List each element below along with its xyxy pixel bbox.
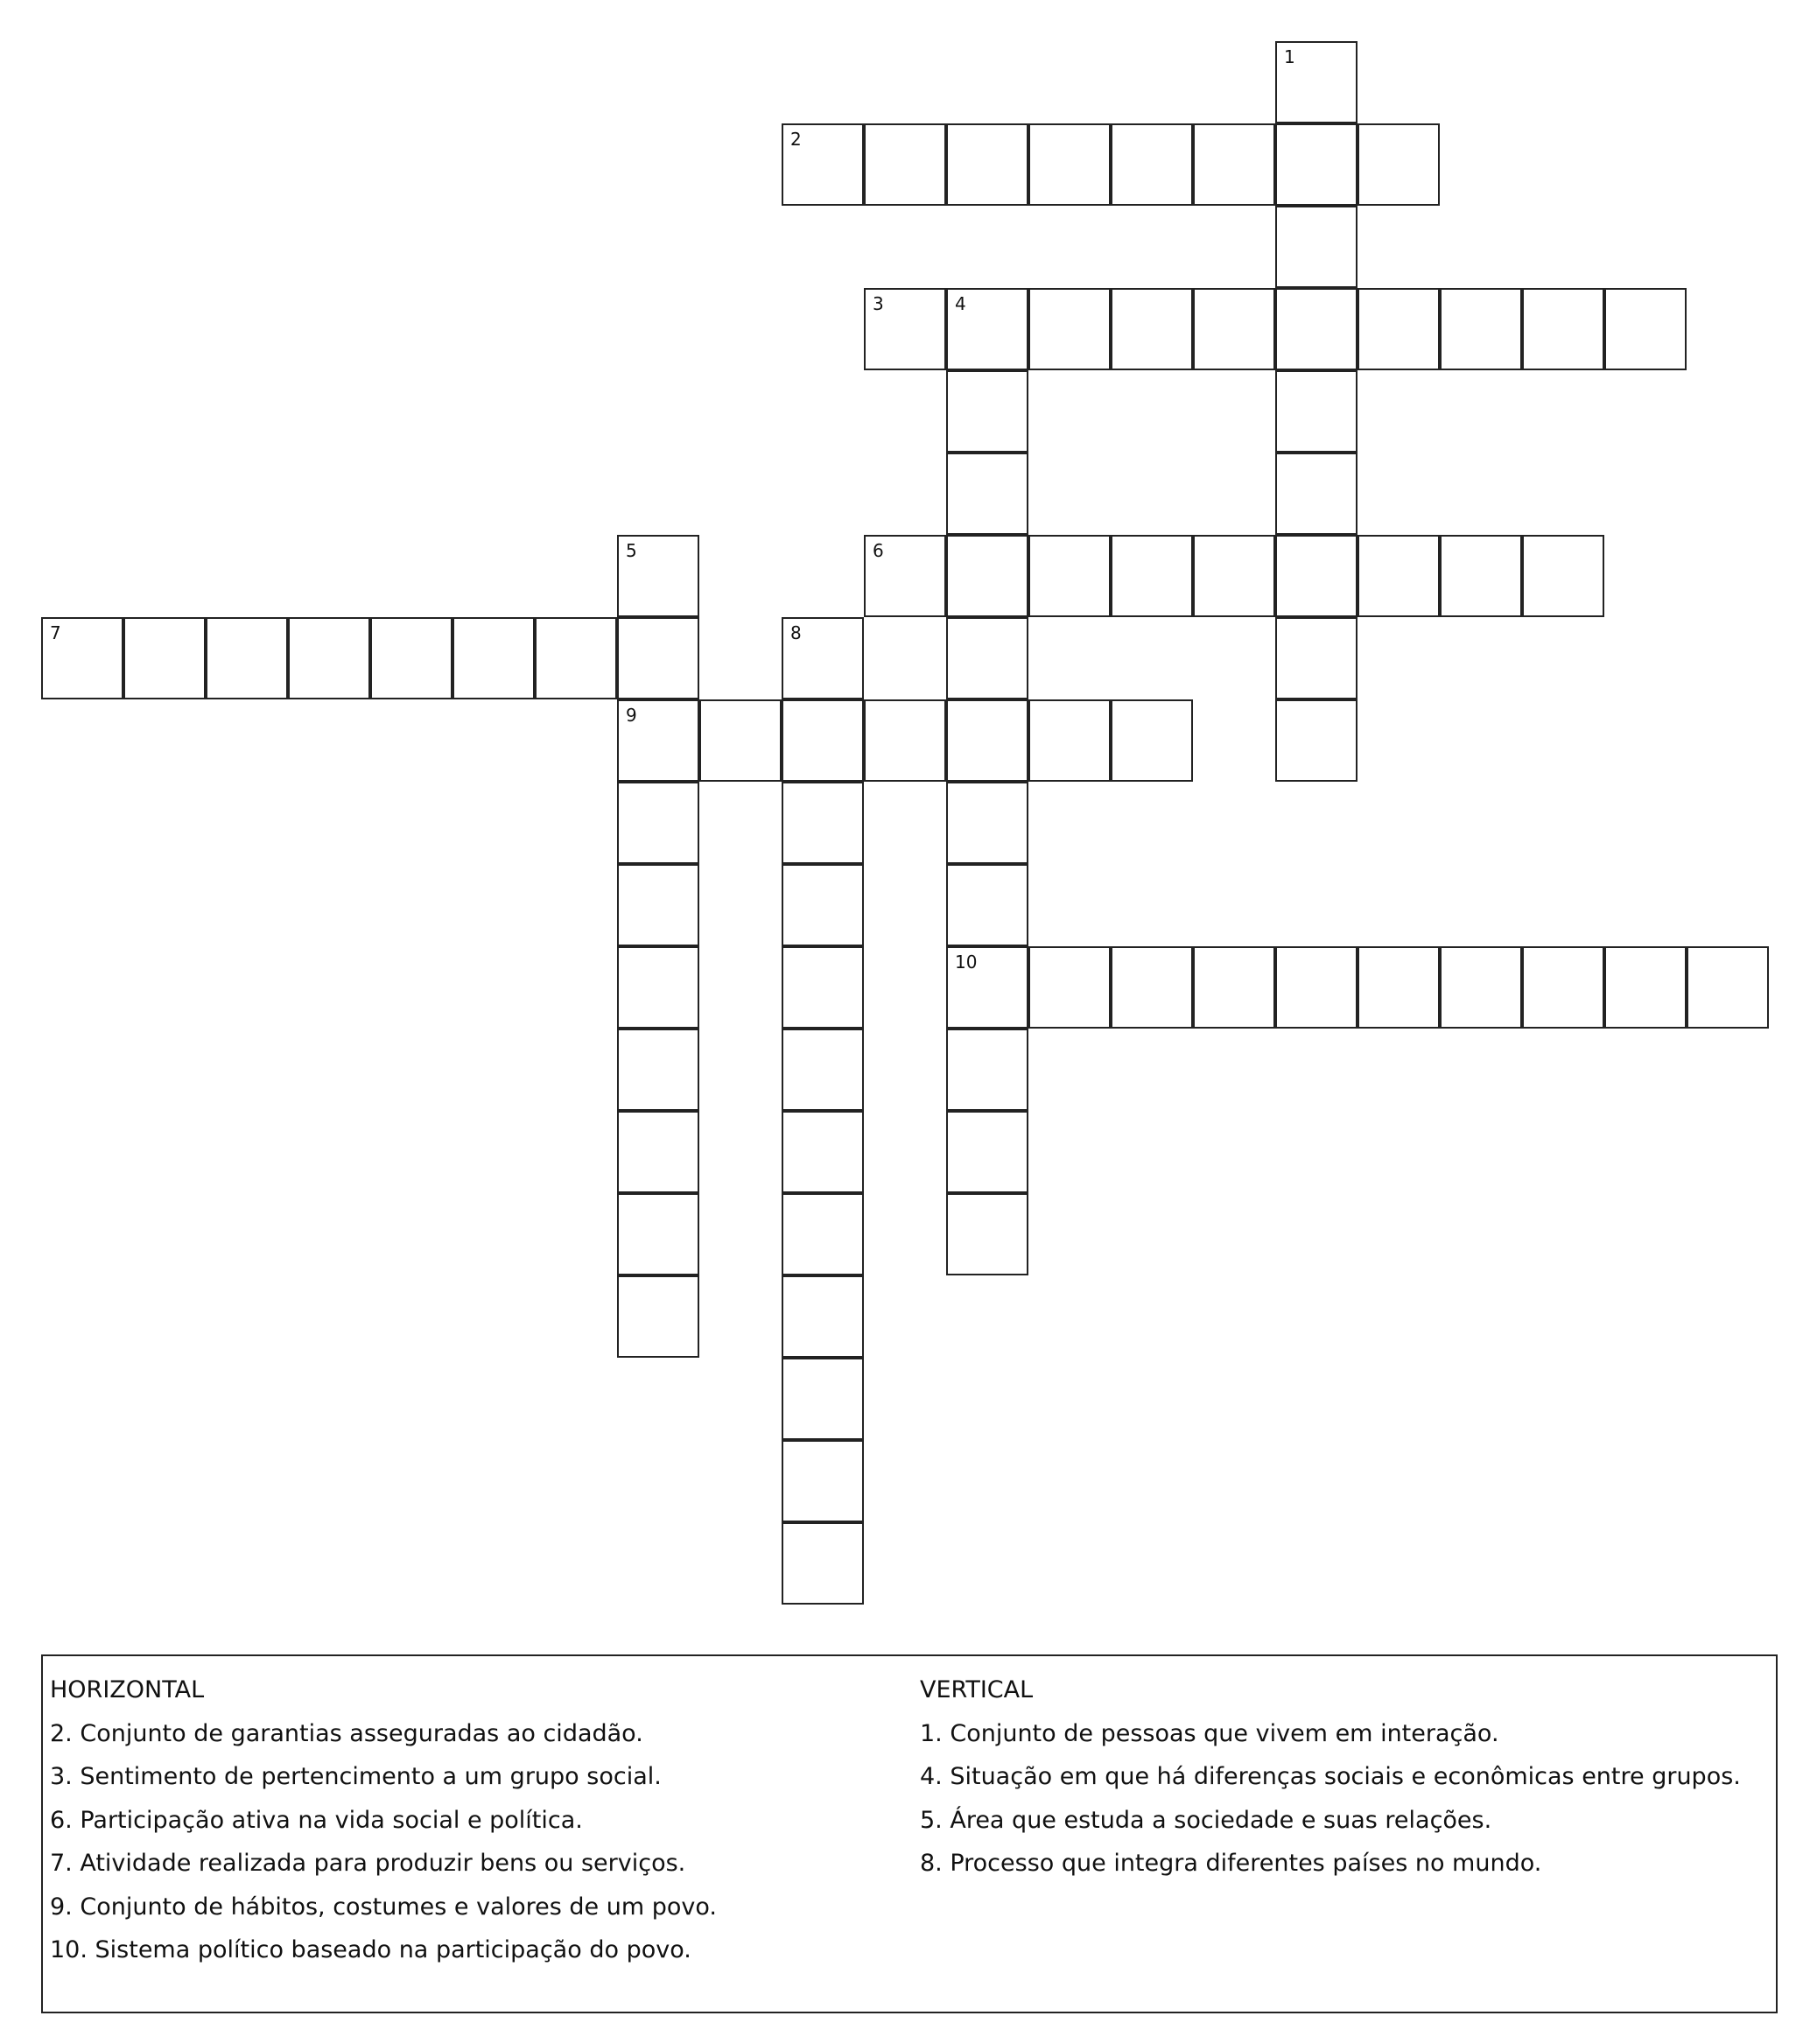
crossword-cell[interactable] [1275,535,1358,617]
crossword-cell[interactable] [864,535,946,617]
crossword-cell[interactable] [1440,946,1522,1029]
crossword-cell[interactable] [1440,288,1522,370]
crossword-cell[interactable] [782,864,864,946]
crossword-cell[interactable] [946,453,1028,535]
crossword-cell[interactable] [1604,946,1687,1029]
crossword-cell[interactable] [1028,946,1111,1029]
cell-number: 3 [873,293,884,314]
crossword-cell[interactable] [1358,535,1440,617]
clue-vertical-4: 4. Situação em que há diferenças sociais e econômicas entre grupos. [920,1763,1741,1790]
crossword-cell[interactable] [1522,946,1604,1029]
crossword-cell[interactable] [1275,41,1358,123]
crossword-cell[interactable] [1358,123,1440,206]
crossword-cell[interactable] [1111,535,1193,617]
crossword-cell[interactable] [946,1029,1028,1111]
crossword-cell[interactable] [1522,288,1604,370]
clue-vertical-5: 5. Área que estuda a sociedade e suas relações. [920,1806,1492,1834]
crossword-cell[interactable] [1028,535,1111,617]
crossword-cell[interactable] [617,1193,699,1275]
crossword-cell[interactable] [1522,535,1604,617]
crossword-cell[interactable] [1275,617,1358,699]
crossword-cell[interactable] [1275,288,1358,370]
crossword-cell[interactable] [1440,535,1522,617]
crossword-cell[interactable] [946,1193,1028,1275]
clue-vertical-8: 8. Processo que integra diferentes países no mundo. [920,1850,1542,1877]
crossword-cell[interactable] [452,617,535,699]
crossword-cell[interactable] [864,699,946,782]
crossword-cell[interactable] [946,617,1028,699]
crossword-cell[interactable] [288,617,370,699]
crossword-cell[interactable] [41,617,123,699]
cell-number: 7 [50,622,61,643]
clue-horizontal-6: 6. Participação ativa na vida social e política. [50,1806,583,1834]
crossword-cell[interactable] [617,699,699,782]
crossword-cell[interactable] [946,123,1028,206]
crossword-cell[interactable] [1275,946,1358,1029]
clue-horizontal-10: 10. Sistema político baseado na participação do povo. [50,1936,691,1963]
crossword-cell[interactable] [206,617,288,699]
crossword-cell[interactable] [1111,288,1193,370]
crossword-cell[interactable] [1193,946,1275,1029]
clue-vertical-1: 1. Conjunto de pessoas que vivem em interação. [920,1719,1499,1747]
vertical-heading: VERTICAL [920,1676,1034,1703]
cell-number: 9 [626,705,637,726]
crossword-cell[interactable] [946,288,1028,370]
crossword-cell[interactable] [617,1029,699,1111]
cell-number: 6 [873,540,884,561]
clue-horizontal-3: 3. Sentimento de pertencimento a um grupo social. [50,1763,662,1790]
crossword-cell[interactable] [782,1358,864,1440]
crossword-cell[interactable] [1193,288,1275,370]
crossword-cell[interactable] [370,617,452,699]
crossword-cell[interactable] [1275,206,1358,288]
horizontal-clues [50,1668,908,1972]
clues-box [41,1654,1778,2013]
crossword-cell[interactable] [782,1440,864,1522]
cell-number: 5 [626,540,637,561]
crossword-cell[interactable] [1193,535,1275,617]
crossword-cell[interactable] [1275,123,1358,206]
crossword-cell[interactable] [782,782,864,864]
crossword-cell[interactable] [1604,288,1687,370]
clue-horizontal-7: 7. Atividade realizada para produzir bens ou serviços. [50,1850,686,1877]
crossword-cell[interactable] [617,1111,699,1193]
crossword-cell[interactable] [1028,699,1111,782]
crossword-cell[interactable] [123,617,206,699]
crossword-cell[interactable] [946,1111,1028,1193]
crossword-cell[interactable] [1687,946,1769,1029]
crossword-cell[interactable] [782,699,864,782]
crossword-cell[interactable] [617,864,699,946]
cell-number: 2 [790,129,802,150]
clue-horizontal-9: 9. Conjunto de hábitos, costumes e valores de um povo. [50,1893,717,1921]
crossword-cell[interactable] [1028,123,1111,206]
crossword-cell[interactable] [617,617,699,699]
crossword-cell[interactable] [782,1522,864,1605]
crossword-cell[interactable] [617,782,699,864]
crossword-cell[interactable] [617,946,699,1029]
crossword-cell[interactable] [535,617,617,699]
crossword-cell[interactable] [864,288,946,370]
horizontal-heading: HORIZONTAL [50,1676,205,1703]
crossword-cell[interactable] [782,123,864,206]
cell-number: 8 [790,622,802,643]
crossword-cell[interactable] [946,699,1028,782]
crossword-cell[interactable] [1028,288,1111,370]
crossword-cell[interactable] [864,123,946,206]
crossword-cell[interactable] [1111,946,1193,1029]
crossword-cell[interactable] [946,535,1028,617]
crossword-cell[interactable] [699,699,782,782]
crossword-cell[interactable] [782,946,864,1029]
crossword-cell[interactable] [946,782,1028,864]
clue-horizontal-2: 2. Conjunto de garantias asseguradas ao cidadão. [50,1719,643,1747]
crossword-cell[interactable] [782,617,864,699]
cell-number: 10 [955,952,978,973]
crossword-cell[interactable] [617,1275,699,1358]
crossword-cell[interactable] [1111,699,1193,782]
cell-number: 1 [1284,46,1295,67]
crossword-cell[interactable] [946,946,1028,1029]
vertical-clues [920,1668,1769,1886]
crossword-cell[interactable] [1358,946,1440,1029]
crossword-cell[interactable] [1358,288,1440,370]
crossword-cell[interactable] [1111,123,1193,206]
crossword-cell[interactable] [617,535,699,617]
crossword-cell[interactable] [946,370,1028,453]
crossword-cell[interactable] [946,864,1028,946]
crossword-cell[interactable] [1275,453,1358,535]
crossword-cell[interactable] [782,1029,864,1111]
crossword-cell[interactable] [1275,370,1358,453]
crossword-cell[interactable] [782,1275,864,1358]
crossword-cell[interactable] [782,1193,864,1275]
crossword-cell[interactable] [782,1111,864,1193]
crossword-cell[interactable] [1275,699,1358,782]
crossword-cell[interactable] [1193,123,1275,206]
cell-number: 4 [955,293,966,314]
